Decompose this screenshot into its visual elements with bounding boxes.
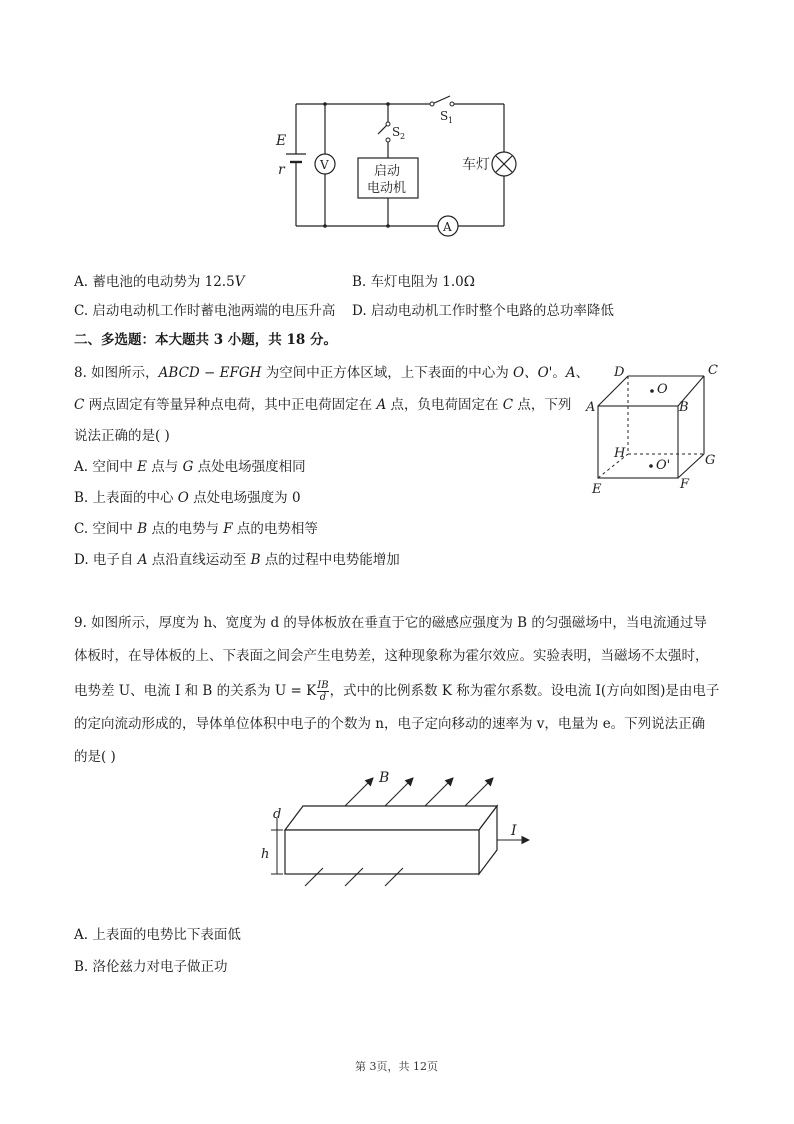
q9-option-a: A. 上表面的电势比下表面低 [74, 927, 241, 943]
circuit-label-r: r [278, 162, 285, 178]
q7-option-a: A. 蓄电池的电动势为 12.5V [74, 274, 245, 290]
page-footer: 第 3页，共 12页 [355, 1060, 438, 1073]
hall-effect-diagram [255, 768, 555, 888]
q9-line1: 9. 如图所示，厚度为 h、宽度为 d 的导体板放在垂直于它的磁感应强度为 B 的匀强磁场中，当电流通过导 [74, 615, 707, 631]
cube-label-B: B [679, 400, 689, 415]
q9-line2: 体板时，在导体板的上、下表面之间会产生电势差，这种现象称为霍尔效应。实验表明，当磁场不太强时， [74, 648, 709, 664]
switch-s1-sub: 1 [448, 116, 454, 125]
q8-option-d: D. 电子自 A 点沿直线运动至 B 点的过程中电势能增加 [74, 552, 400, 568]
hall-label-B: B [379, 770, 390, 786]
ammeter-label: A [443, 220, 452, 234]
q9-line3: 电势差 U、电流 I 和 B 的关系为 U = K $\frac{IB}{d}$ ，式中的比例系数 K 称为霍尔系数。设电流 I(方向如图)是由电子 [74, 680, 720, 703]
starter-label-line2: 电动机 [367, 181, 407, 196]
circuit-diagram [270, 88, 530, 248]
q8-option-c: C. 空间中 B 点的电势与 F 点的电势相等 [74, 521, 318, 537]
switch-s2-label: S [392, 125, 401, 139]
hall-formula-fraction: $\frac{IB}{d}$ [317, 680, 329, 703]
hall-label-d: d [273, 807, 282, 822]
q7-option-c: C. 启动电动机工作时蓄电池两端的电压升高 [74, 303, 336, 319]
q8-line1: 8. 如图所示，ABCD − EFGH 为空间中正方体区域，上下表面的中心为 O、O'。A、 [74, 365, 590, 381]
cube-label-O: O [657, 382, 668, 397]
voltmeter-label: V [320, 158, 329, 172]
q9-option-b: B. 洛伦兹力对电子做正功 [74, 959, 228, 975]
cube-label-A: A [586, 400, 596, 415]
q8-line2: C 两点固定有等量异种点电荷，其中正电荷固定在 A 点，负电荷固定在 C 点，下列 [74, 397, 572, 413]
section-heading: 二、多选题：本大题共 3 小题，共 18 分。 [74, 332, 337, 348]
cube-label-F: F [680, 477, 690, 492]
q8-option-b: B. 上表面的中心 O 点处电场强度为 0 [74, 490, 301, 506]
q7-option-d: D. 启动电动机工作时整个电路的总功率降低 [352, 303, 614, 319]
q8-line3: 说法正确的是( ) [74, 428, 170, 444]
switch-s2-sub: 2 [400, 132, 406, 141]
q9-line4: 的定向流动形成的，导体单位体积中电子的个数为 n，电子定向移动的速率为 v，电量为 e。下列说法正确 [74, 716, 706, 732]
cube-label-D: D [614, 365, 625, 380]
cube-label-H: H [614, 446, 626, 461]
q7-option-b: B. 车灯电阻为 1.0Ω [352, 274, 475, 290]
hall-label-h: h [261, 847, 270, 862]
circuit-label-E: E [276, 133, 287, 149]
cube-label-O-prime: O' [656, 458, 671, 473]
cube-label-E: E [592, 482, 602, 497]
cube-label-C: C [708, 363, 718, 378]
lamp-label: 车灯 [462, 157, 490, 173]
cube-diagram [584, 360, 724, 500]
cube-label-G: G [705, 453, 716, 468]
hall-label-I: I [511, 823, 517, 839]
switch-s1-label: S [440, 109, 449, 123]
q8-option-a: A. 空间中 E 点与 G 点处电场强度相同 [74, 459, 306, 475]
starter-label-line1: 启动 [374, 164, 401, 179]
q9-line5: 的是( ) [74, 749, 116, 765]
